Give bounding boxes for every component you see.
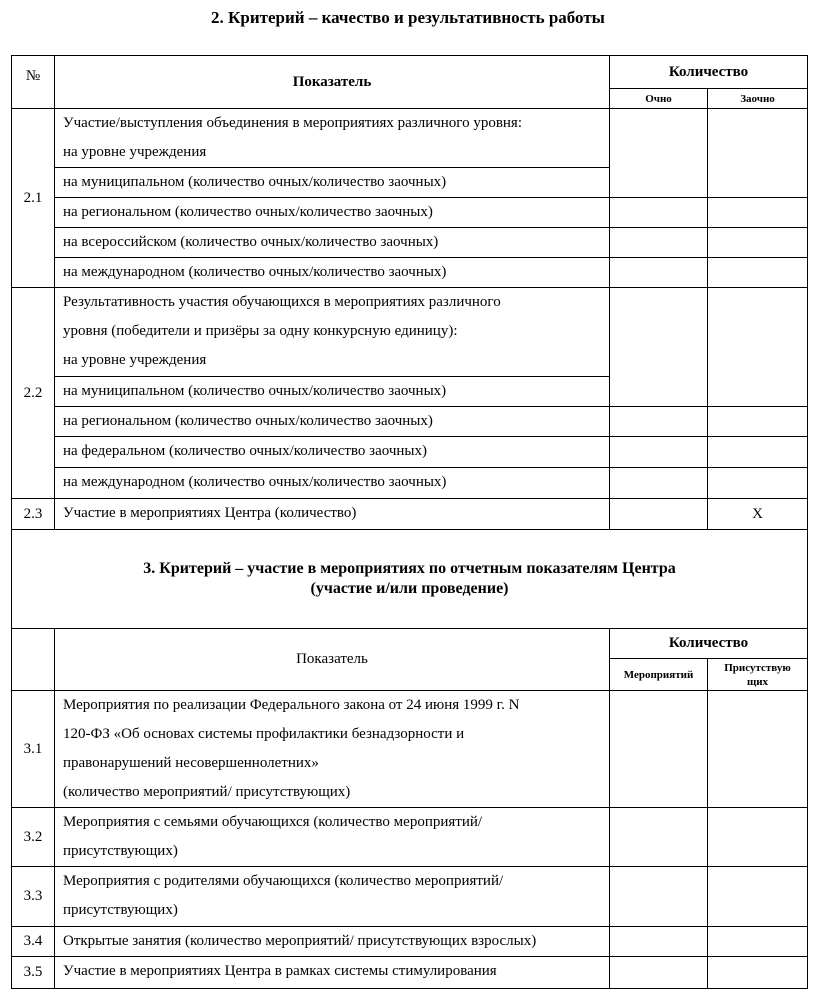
table-row: на всероссийском (количество очных/количество заочных)	[55, 228, 610, 258]
row-number: 2.2	[12, 288, 55, 499]
cell-events[interactable]	[610, 957, 708, 989]
cell-fulltime[interactable]	[610, 499, 708, 530]
header-number: №	[12, 56, 55, 109]
cell-fulltime[interactable]	[610, 407, 708, 437]
row-number: 2.1	[12, 109, 55, 288]
table-row: Мероприятия по реализации Федерального закона от 24 июня 1999 г. N 120-ФЗ «Об основах системы профилактики безнадзорности и правонарушений несовершеннолетних» (количество мероприятий/ присутствующих)	[55, 691, 610, 808]
row-number: 3.3	[12, 867, 55, 927]
header-distance: Заочно	[708, 89, 808, 109]
header-attendees: Присутствую щих	[708, 659, 808, 691]
cell-distance-x: Х	[708, 499, 808, 530]
header-indicator: Показатель	[55, 629, 610, 691]
table-row: на региональном (количество очных/количество заочных)	[55, 407, 610, 437]
section-3-title-line2: (участие и/или проведение)	[310, 580, 509, 597]
table-row: Участие в мероприятиях Центра (количество)	[55, 499, 610, 530]
cell-distance[interactable]	[708, 437, 808, 468]
header-quantity: Количество	[610, 629, 808, 659]
row-number: 3.1	[12, 691, 55, 808]
cell-distance[interactable]	[708, 468, 808, 499]
cell-events[interactable]	[610, 867, 708, 927]
table-row: на муниципальном (количество очных/количество заочных)	[55, 168, 610, 198]
header-quantity: Количество	[610, 56, 808, 89]
cell-distance[interactable]	[708, 407, 808, 437]
table-row: на региональном (количество очных/количество заочных)	[55, 198, 610, 228]
cell-fulltime[interactable]	[610, 109, 708, 198]
header-indicator: Показатель	[55, 56, 610, 109]
header-events: Мероприятий	[610, 659, 708, 691]
row-number: 2.3	[12, 499, 55, 530]
cell-attendees[interactable]	[708, 808, 808, 867]
table-row: на муниципальном (количество очных/количество заочных)	[55, 377, 610, 407]
table-row: на международном (количество очных/количество заочных)	[55, 258, 610, 288]
section-3-title-line1: 3. Критерий – участие в мероприятиях по отчетным показателям Центра	[143, 560, 676, 577]
row-number: 3.2	[12, 808, 55, 867]
cell-attendees[interactable]	[708, 867, 808, 927]
cell-distance[interactable]	[708, 288, 808, 407]
section-2-heading: 2. Критерий – качество и результативность работы	[211, 8, 605, 27]
cell-events[interactable]	[610, 808, 708, 867]
table-row: Участие в мероприятиях Центра в рамках системы стимулирования	[55, 957, 610, 989]
cell-events[interactable]	[610, 927, 708, 957]
cell-distance[interactable]	[708, 228, 808, 258]
cell-events[interactable]	[610, 691, 708, 808]
header-number-empty	[12, 629, 55, 691]
cell-distance[interactable]	[708, 109, 808, 198]
cell-fulltime[interactable]	[610, 198, 708, 228]
row-number: 3.5	[12, 957, 55, 989]
table-row: Мероприятия с родителями обучающихся (количество мероприятий/ присутствующих)	[55, 867, 610, 927]
cell-attendees[interactable]	[708, 957, 808, 989]
criteria-table	[11, 55, 808, 989]
cell-fulltime[interactable]	[610, 437, 708, 468]
cell-attendees[interactable]	[708, 691, 808, 808]
section-3-heading	[12, 530, 808, 629]
table-row: Мероприятия с семьями обучающихся (количество мероприятий/ присутствующих)	[55, 808, 610, 867]
row-number: 3.4	[12, 927, 55, 957]
header-fulltime: Очно	[610, 89, 708, 109]
table-row: на международном (количество очных/количество заочных)	[55, 468, 610, 499]
cell-attendees[interactable]	[708, 927, 808, 957]
table-row: на федеральном (количество очных/количество заочных)	[55, 437, 610, 468]
cell-fulltime[interactable]	[610, 258, 708, 288]
cell-distance[interactable]	[708, 198, 808, 228]
cell-fulltime[interactable]	[610, 228, 708, 258]
cell-fulltime[interactable]	[610, 288, 708, 407]
cell-fulltime[interactable]	[610, 468, 708, 499]
table-row: Участие/выступления объединения в мероприятиях различного уровня: на уровне учреждения	[55, 109, 610, 168]
table-row: Открытые занятия (количество мероприятий/ присутствующих взрослых)	[55, 927, 610, 957]
table-row: Результативность участия обучающихся в мероприятиях различного уровня (победители и призёры за одну конкурсную единицу): на уровне учреждения	[55, 288, 610, 377]
cell-distance[interactable]	[708, 258, 808, 288]
